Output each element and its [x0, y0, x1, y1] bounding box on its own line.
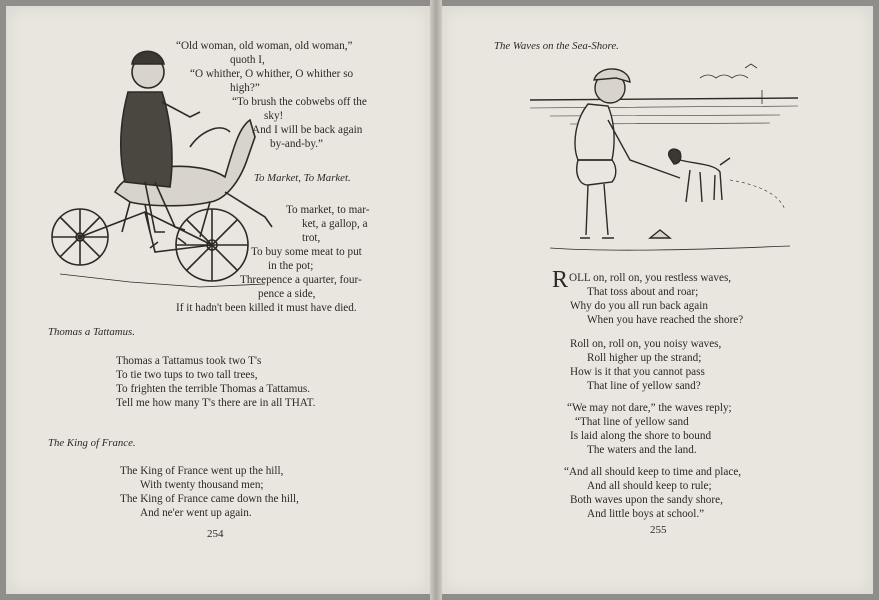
tattamus-line-2: To tie two tups to two tall trees,	[116, 369, 258, 381]
market-line-1: To market, to mar-	[286, 204, 370, 216]
left-page	[6, 6, 430, 594]
book-gutter	[430, 0, 442, 600]
tattamus-line-4: Tell me how many T's there are in all THAT.	[116, 397, 316, 409]
stanza4-line-4: And little boys at school.”	[587, 508, 705, 520]
stanza2-line-4: That line of yellow sand?	[587, 380, 701, 392]
poem1-line-7: And I will be back again	[252, 124, 363, 136]
stanza4-line-3: Both waves upon the sandy shore,	[570, 494, 723, 506]
market-line-7: pence a side,	[258, 288, 316, 300]
drop-cap-r: R	[552, 267, 569, 293]
king-line-4: And ne'er went up again.	[140, 507, 252, 519]
poem1-line-1: “Old woman, old woman, old woman,”	[176, 40, 353, 52]
poem1-line-6: sky!	[264, 110, 284, 122]
stanza3-line-4: The waters and the land.	[587, 444, 697, 456]
market-line-2: ket, a gallop, a	[302, 218, 368, 230]
right-page	[442, 6, 873, 594]
market-line-6: Threepence a quarter, four-	[240, 274, 362, 286]
stanza3-line-3: Is laid along the shore to bound	[570, 430, 712, 442]
stanza3-line-1: “We may not dare,” the waves reply;	[567, 402, 732, 414]
page-number-right: 255	[650, 524, 667, 536]
stanza4-line-1: “And all should keep to time and place,	[564, 466, 742, 478]
tattamus-title: Thomas a Tattamus.	[48, 326, 135, 338]
poem1-line-3: “O whither, O whither, O whither so	[190, 68, 354, 80]
stanza3-line-2: “That line of yellow sand	[575, 416, 689, 428]
stanza4-line-2: And all should keep to rule;	[587, 480, 712, 492]
poem1-line-5: “To brush the cobwebs off the	[232, 96, 367, 108]
king-line-3: The King of France came down the hill,	[120, 493, 299, 505]
king-line-2: With twenty thousand men;	[140, 479, 264, 491]
market-line-3: trot,	[302, 232, 321, 244]
stanza1-line-3: Why do you all run back again	[570, 300, 708, 312]
poem1-line-4: high?”	[230, 82, 260, 94]
poem1-line-2: quoth I,	[230, 54, 265, 66]
waves-first-line-rest: OLL on, roll on, you restless waves,	[569, 272, 732, 284]
tattamus-line-1: Thomas a Tattamus took two T's	[116, 355, 262, 367]
poem1-line-8: by-and-by.”	[270, 138, 324, 150]
tattamus-line-3: To frighten the terrible Thomas a Tattamus.	[116, 383, 311, 395]
stanza2-line-2: Roll higher up the strand;	[587, 352, 702, 364]
boy-and-dog-on-beach-illustration	[530, 60, 798, 256]
stanza2-line-3: How is it that you cannot pass	[570, 366, 705, 378]
stanza2-line-1: Roll on, roll on, you noisy waves,	[570, 338, 722, 350]
waves-title: The Waves on the Sea-Shore.	[494, 40, 619, 52]
page-number-left: 254	[207, 528, 224, 540]
market-line-4: To buy some meat to put	[251, 246, 362, 258]
king-line-1: The King of France went up the hill,	[120, 465, 284, 477]
market-line-8: If it hadn't been killed it must have died.	[176, 302, 357, 314]
market-line-5: in the pot;	[268, 260, 314, 272]
market-title: To Market, To Market.	[254, 172, 351, 184]
stanza1-line-4: When you have reached the shore?	[587, 314, 744, 326]
king-title: The King of France.	[48, 437, 136, 449]
stanza1-line-2: That toss about and roar;	[587, 286, 699, 298]
